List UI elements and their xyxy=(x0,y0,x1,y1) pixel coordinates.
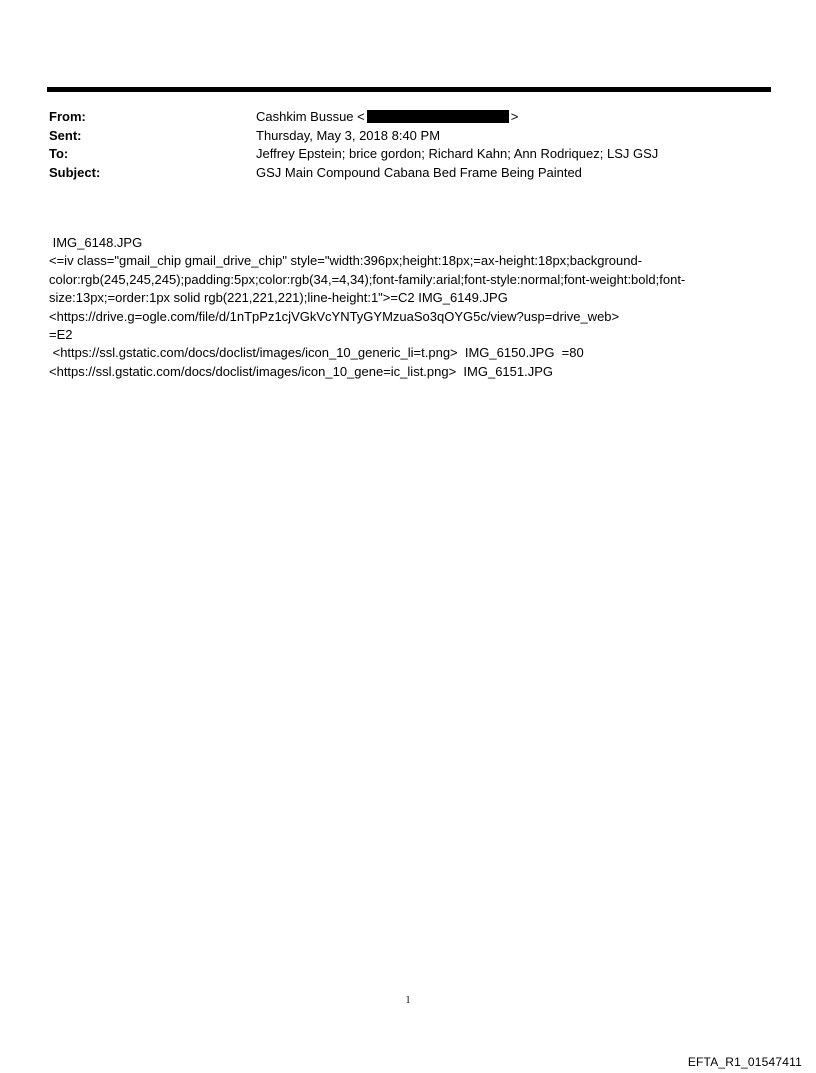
header-divider xyxy=(47,87,771,92)
to-label: To: xyxy=(49,146,69,161)
from-close-bracket: > xyxy=(510,109,519,124)
body-line: <https://drive.g=ogle.com/file/d/1nTpPz1cjVGkVcYNTyGYMzuaSo3qOYG5c/view?usp=drive_web> xyxy=(49,308,620,324)
body-line: <https://ssl.gstatic.com/docs/doclist/images/icon_10_generic_li=t.png> IMG_6150.JPG =80 xyxy=(49,345,584,361)
to-value: Jeffrey Epstein; brice gordon; Richard Kahn; Ann Rodriquez; LSJ GSJ xyxy=(256,146,659,161)
redaction-box xyxy=(367,110,509,123)
sent-label: Sent: xyxy=(49,127,82,143)
body-line: =E2 xyxy=(49,327,73,343)
body-line: IMG_6148.JPG xyxy=(49,235,143,250)
body-line: size:13px;=order:1px solid rgb(221,221,221);line-height:1">=C2 IMG_6149.JPG xyxy=(49,290,508,306)
bates-number: EFTA_R1_01547411 xyxy=(687,1055,802,1069)
body-line: <https://ssl.gstatic.com/docs/doclist/images/icon_10_gene=ic_list.png> IMG_6151.JPG xyxy=(49,363,554,379)
from-label: From: xyxy=(49,109,86,124)
from-value xyxy=(256,108,769,127)
body-line: color:rgb(245,245,245);padding:5px;color:rgb(34,=4,34);font-family:arial;font-style:normal;font-weight:bold;font- xyxy=(49,271,686,287)
email-body xyxy=(49,234,769,381)
from-name: Cashkim Bussue < xyxy=(256,109,365,124)
subject-row xyxy=(49,164,769,183)
page-number: 1 xyxy=(405,995,411,1006)
subject-label: Subject: xyxy=(49,164,101,180)
body-line: <=iv class="gmail_chip gmail_drive_chip" style="width:396px;height:18px;=ax-height:18px;background- xyxy=(49,253,643,269)
email-header xyxy=(49,108,769,182)
sent-row xyxy=(49,127,769,146)
sent-value: Thursday, May 3, 2018 8:40 PM xyxy=(256,127,441,143)
from-row xyxy=(49,108,769,127)
to-row xyxy=(49,145,769,164)
subject-value: GSJ Main Compound Cabana Bed Frame Being Painted xyxy=(256,164,582,180)
